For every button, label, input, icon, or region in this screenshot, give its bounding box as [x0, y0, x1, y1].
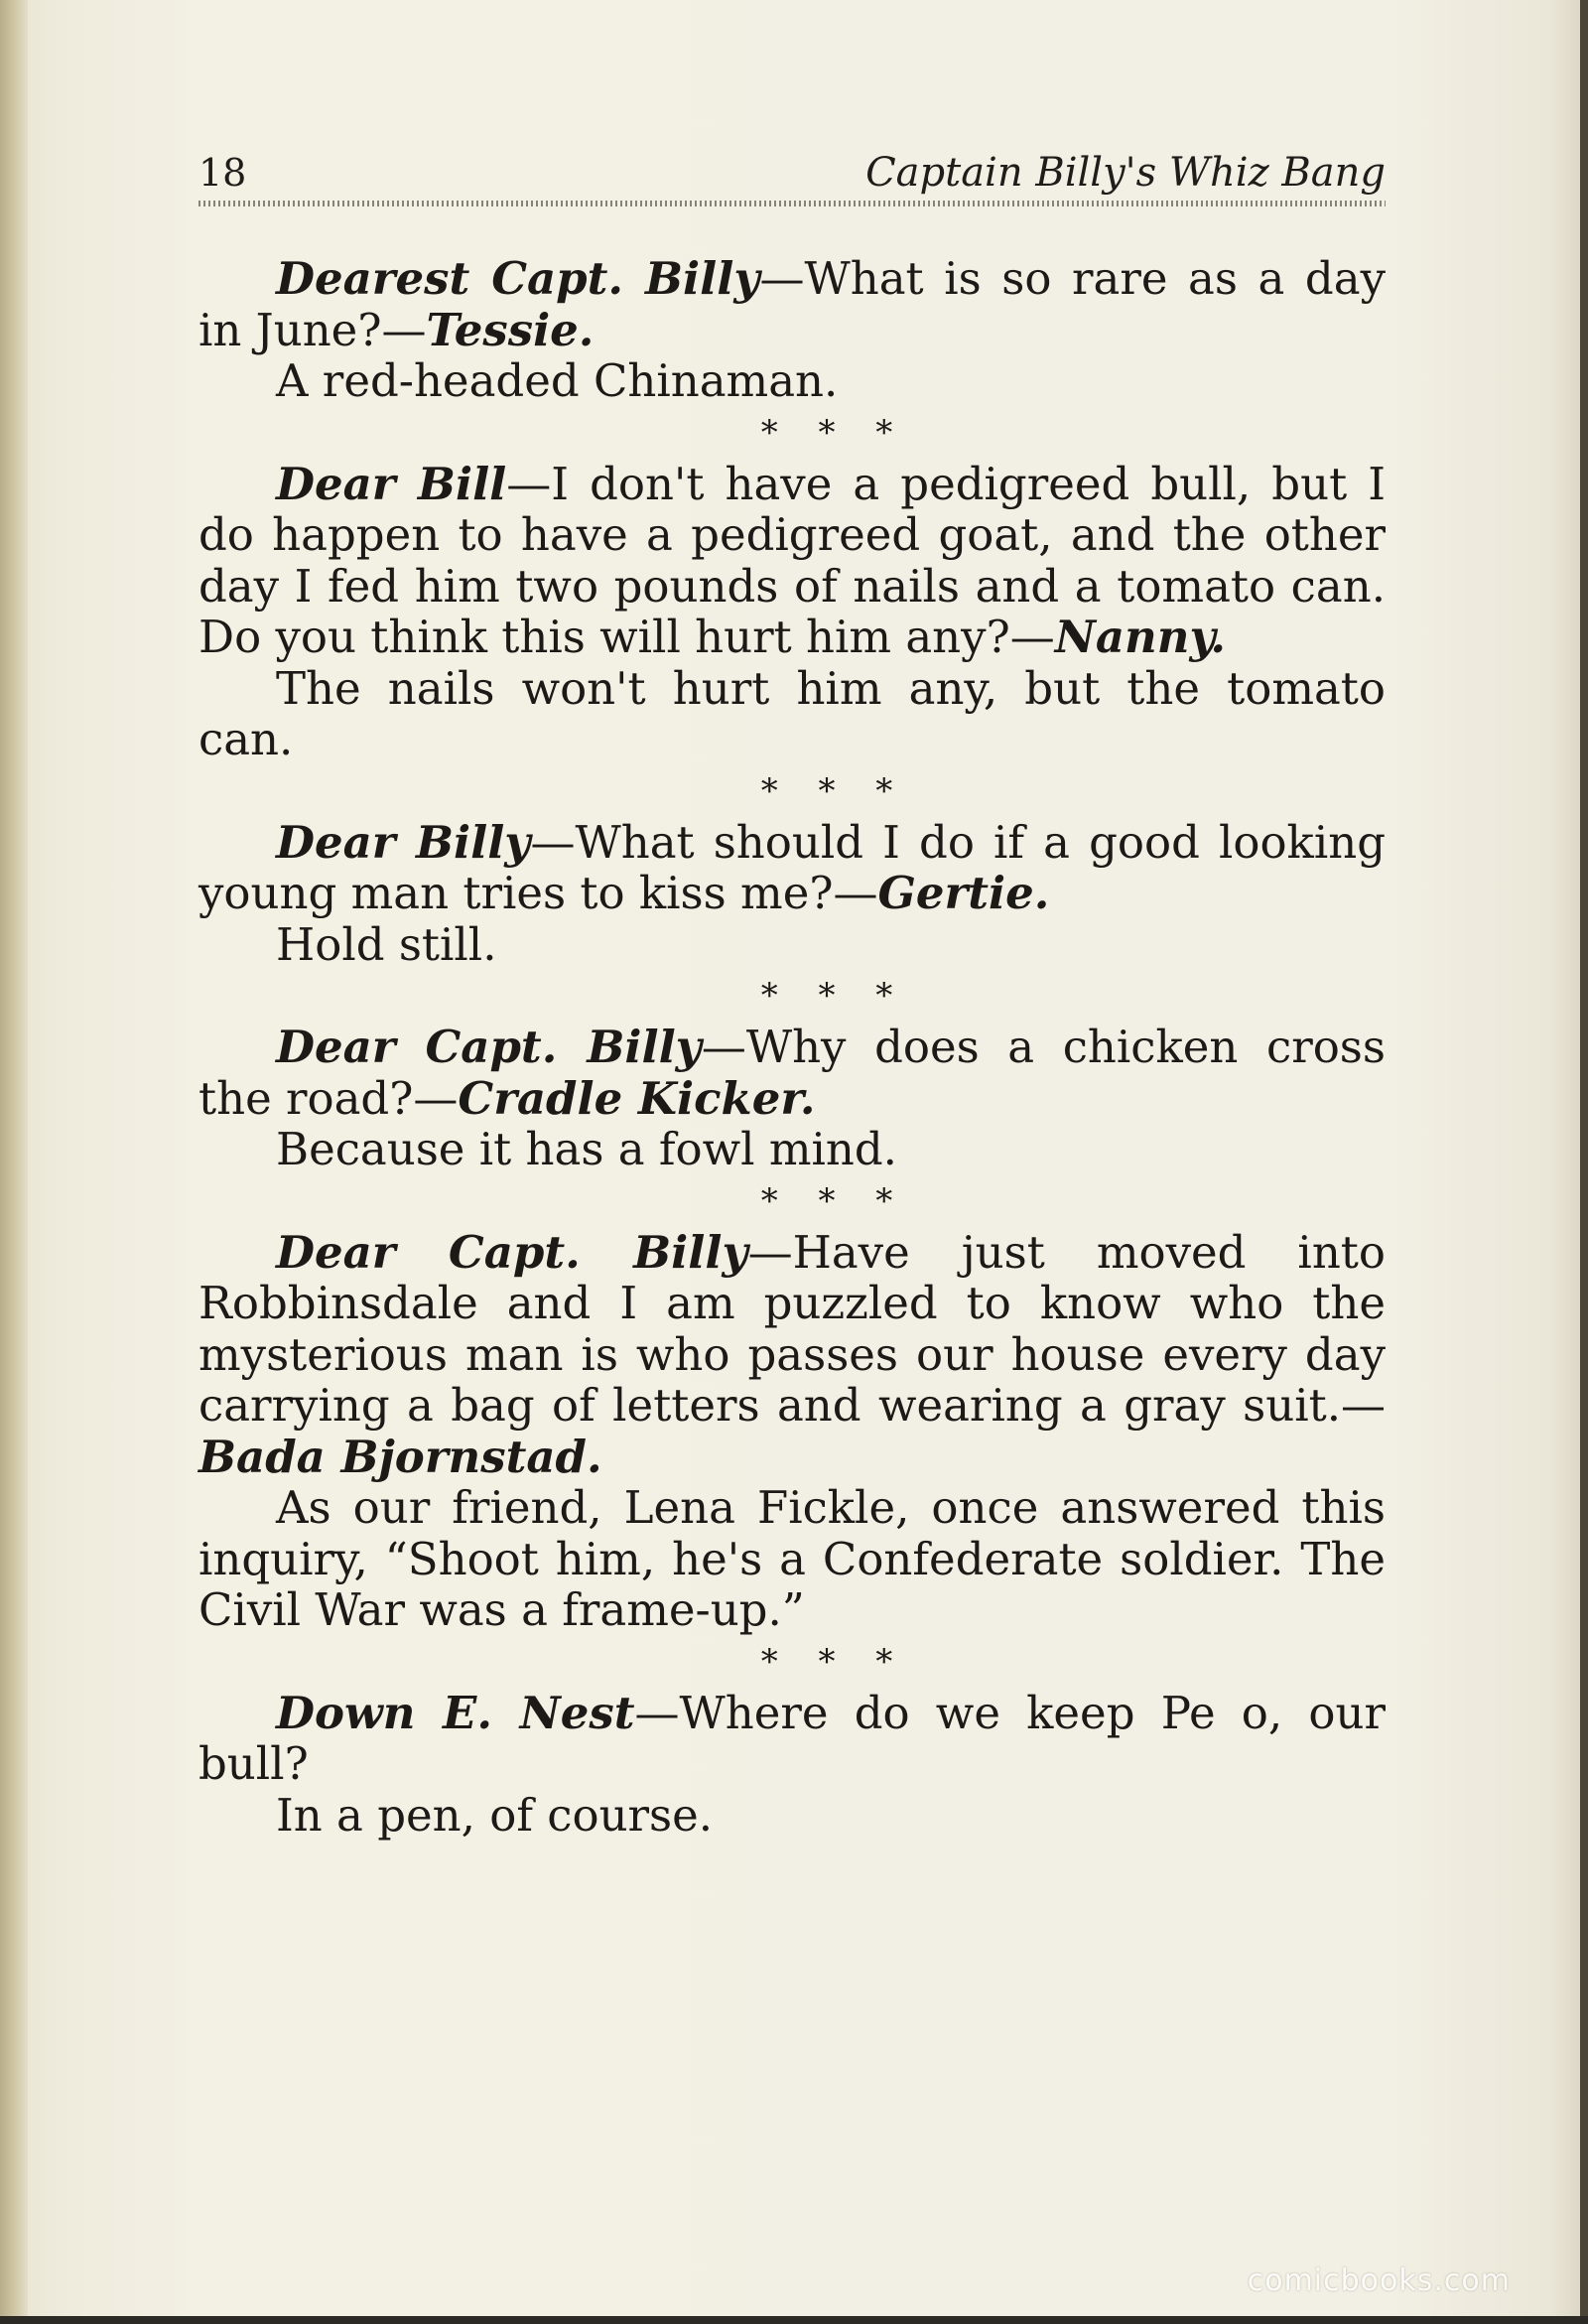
- header-rule: [198, 201, 1386, 206]
- letter-entry: [198, 1688, 1386, 1842]
- asterism-separator: * * *: [760, 1641, 893, 1682]
- letter-question: [198, 1227, 1386, 1483]
- letter-question: [198, 253, 1386, 355]
- letter-text: —I don't have a pedigreed bull, but I do happen to have a pedigreed goat, and the other day I fed him two pounds of nails and a tomato can. Do you think this will hurt him any?—: [198, 457, 1386, 663]
- source-watermark: comicbooks.com: [1247, 2263, 1511, 2298]
- letter-entry: [198, 817, 1386, 971]
- page-content: [198, 253, 1386, 1841]
- letter-signature: Tessie.: [426, 303, 595, 356]
- letter-signature: Gertie.: [877, 867, 1050, 919]
- letter-salutation: Dear Billy: [276, 815, 531, 869]
- asterism-separator: * * *: [760, 1180, 893, 1221]
- asterism-separator: * * *: [760, 412, 893, 453]
- letter-answer: As our friend, Lena Fickle, once answered this inquiry, “Shoot him, he's a Confederate soldier. The Civil War was a frame-up.”: [198, 1481, 1386, 1636]
- letter-entry: [198, 459, 1386, 765]
- letter-salutation: Dear Bill: [276, 457, 507, 510]
- running-title: Captain Billy's Whiz Bang: [865, 150, 1386, 196]
- letter-question: [198, 459, 1386, 663]
- letter-signature: Nanny.: [1054, 611, 1227, 663]
- letter-answer: In a pen, of course.: [276, 1788, 714, 1842]
- letter-answer: The nails won't hurt him any, but the tomato can.: [198, 661, 1386, 765]
- letter-answer: Hold still.: [276, 917, 497, 971]
- letter-salutation: Dear Capt. Billy: [276, 1021, 702, 1073]
- letter-entry: [198, 1227, 1386, 1636]
- page-right-edge: [1580, 0, 1588, 2324]
- letter-text: —Why does a chicken cross the road?—: [198, 1021, 1386, 1125]
- asterism-separator: * * *: [760, 770, 893, 811]
- letter-question: [198, 817, 1386, 919]
- letter-entry: [198, 253, 1386, 407]
- letter-question: [198, 1688, 1386, 1790]
- asterism-separator: * * *: [760, 976, 893, 1016]
- letter-signature: Bada Bjornstad.: [198, 1430, 602, 1483]
- letter-answer: A red-headed Chinaman.: [276, 354, 839, 407]
- page-binding-edge: [0, 0, 28, 2324]
- letter-salutation: Down E. Nest: [276, 1686, 635, 1739]
- letter-answer: Because it has a fowl mind.: [276, 1123, 897, 1175]
- letter-question: [198, 1022, 1386, 1124]
- letter-signature: Cradle Kicker.: [458, 1071, 816, 1125]
- letter-salutation: Dearest Capt. Billy: [276, 252, 760, 305]
- letter-text: —Where do we keep Pe o, our bull?: [198, 1686, 1386, 1790]
- letter-entry: [198, 1022, 1386, 1175]
- letter-text: —Have just moved into Robbinsdale and I am puzzled to know who the mysterious man is who passes our house every day carrying a bag of letters and wearing a gray suit.—: [198, 1225, 1386, 1432]
- page-number: 18: [198, 151, 247, 195]
- letter-text: —What is so rare as a day in June?—: [198, 252, 1386, 356]
- page-header: [198, 149, 1386, 210]
- page-bottom-edge: [0, 2316, 1588, 2324]
- letter-text: —What should I do if a good looking young man tries to kiss me?—: [198, 815, 1386, 919]
- letter-salutation: Dear Capt. Billy: [276, 1225, 748, 1279]
